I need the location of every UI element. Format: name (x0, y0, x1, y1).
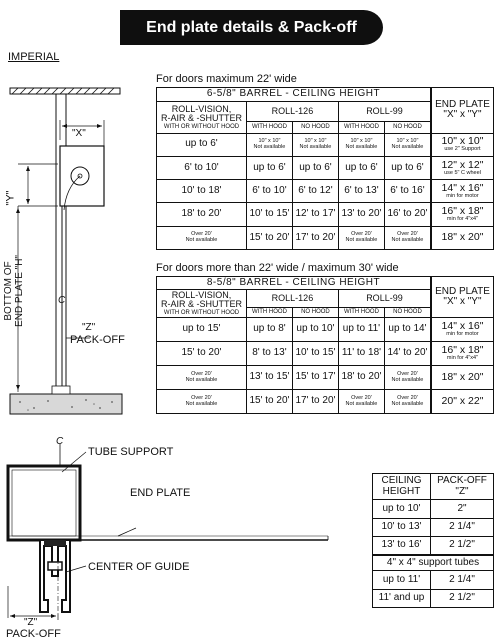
endplate-cell (431, 318, 494, 342)
endplate-header (431, 88, 494, 134)
tube-support-label: TUBE SUPPORT (88, 446, 174, 458)
cell-text-line: Not available (185, 400, 218, 407)
endplate-value: 10" x 10" (441, 135, 484, 148)
packoff-label-top: PACK-OFF (70, 334, 125, 346)
ceiling-height-cell: 11' and up (373, 589, 431, 607)
table-row (157, 203, 494, 226)
table-cell (157, 203, 247, 226)
table-row (157, 133, 494, 156)
endplate-value: 16" x 18" (441, 344, 484, 357)
endplate-value: 18" x 20" (441, 370, 484, 383)
cell-text: up to 6' (299, 161, 332, 173)
table-row (157, 180, 494, 203)
table-cell (292, 156, 338, 179)
endplate-cell (431, 203, 494, 226)
cell-text: up to 14' (388, 323, 427, 335)
endplate-note: min for motor (446, 192, 479, 199)
table-cell (338, 390, 384, 414)
endplate-note: use 5" C wheel (444, 169, 481, 176)
endplate2-l1: END PLATE (435, 285, 490, 297)
table-row (373, 536, 494, 554)
endplate-value: 20" x 22" (441, 394, 484, 407)
cell-text-line: 10" x 10" (350, 137, 373, 144)
table-cell (338, 203, 384, 226)
support-tubes-label: 4" x 4" support tubes (373, 555, 494, 571)
z-label-top: "Z" (82, 322, 96, 333)
h-label-line2: END PLATE "H" (14, 255, 25, 327)
cell-text-line: Over 20' (397, 394, 418, 401)
cell-text-line: Over 20' (191, 231, 212, 238)
table-row (373, 571, 494, 589)
cell-text: up to 6' (253, 161, 286, 173)
cell-text: 18' to 20' (341, 371, 382, 383)
cell-text-line: Over 20' (397, 370, 418, 377)
rv-h3: WITH OR WITHOUT HOOD (163, 123, 240, 130)
cell-text-line: Not available (345, 236, 378, 243)
h-dimension-label (3, 236, 25, 346)
table-cell (292, 203, 338, 226)
cell-text: 10' to 18' (181, 185, 222, 197)
table-cell (292, 366, 338, 390)
r99-with-hood: WITH HOOD (338, 122, 384, 133)
cell-text-line: Over 20' (397, 231, 418, 238)
table-row (157, 390, 494, 414)
table-cell (157, 318, 247, 342)
cell-text: 15' to 20' (249, 395, 290, 407)
ceiling-height-cell: up to 11' (373, 571, 431, 589)
cell-text: 18' to 20' (181, 208, 222, 220)
ceiling-height-cell: up to 10' (373, 500, 431, 518)
packoff-cell: 2 1/2" (431, 589, 494, 607)
table-cell (157, 390, 247, 414)
cell-text: 15' to 20' (249, 231, 290, 243)
endplate-cell (431, 133, 494, 156)
table-cell (292, 318, 338, 342)
table-row (157, 226, 494, 249)
r126-with-hood: WITH HOOD (246, 122, 292, 133)
endplate-header-2 (431, 277, 494, 318)
table-cell (338, 133, 384, 156)
table-cell (384, 342, 431, 366)
table-cell (292, 133, 338, 156)
x-dimension-label: "X" (72, 128, 86, 139)
cell-text: up to 6' (391, 161, 424, 173)
r126-no-hood: NO HOOD (292, 122, 338, 133)
roll126-header: ROLL-126 (246, 102, 338, 122)
table-cell (246, 226, 292, 249)
table-row (157, 318, 494, 342)
cell-text-line: Not available (185, 376, 218, 383)
rv2-h2: R-AIR & -SHUTTER (160, 299, 242, 310)
packoff-label-bottom: PACK-OFF (6, 628, 61, 640)
cell-text: 12' to 17' (295, 208, 336, 220)
r99-no-hood: NO HOOD (384, 122, 431, 133)
h-label-line1: BOTTOM OF (3, 261, 14, 321)
cell-text: 13' to 20' (341, 208, 382, 220)
packoff-cell: 2 1/2" (431, 536, 494, 554)
table-cell (246, 390, 292, 414)
endplate-cell (431, 390, 494, 414)
end-plate-label: END PLATE (130, 487, 191, 499)
cell-text-line: Over 20' (351, 394, 372, 401)
endplate-value: 14" x 16" (441, 181, 484, 194)
packoff-header (431, 474, 494, 500)
endplate-header-l2: "X" x "Y" (443, 109, 482, 121)
y-dimension-label: "Y" (4, 190, 17, 206)
table-cell (157, 156, 247, 179)
packoff-cell: 2 1/4" (431, 518, 494, 536)
cell-text-line: Not available (345, 143, 378, 150)
table2-caption: For doors more than 22' wide / maximum 30' wide (156, 262, 399, 274)
cell-text-line: 10" x 10" (304, 137, 327, 144)
cell-text: 6' to 12' (298, 185, 333, 197)
table-row (373, 589, 494, 607)
cell-text: 6' to 16' (390, 185, 425, 197)
table-row (373, 500, 494, 518)
endplate-note: min for motor (446, 331, 479, 338)
rv2-h1: ROLL-VISION, (171, 289, 232, 300)
table-cell (338, 156, 384, 179)
endplate-cell (431, 156, 494, 179)
center-of-guide-label: CENTER OF GUIDE (88, 561, 190, 573)
cell-text-line: Not available (253, 143, 286, 150)
ceiling-height-cell: 10' to 13' (373, 518, 431, 536)
roll99-header-2: ROLL-99 (338, 290, 431, 308)
cell-text: 10' to 15' (295, 347, 336, 359)
endplate-value: 12" x 12" (441, 158, 484, 171)
cell-text: 6' to 10' (252, 185, 287, 197)
cell-text: 14' to 20' (387, 347, 428, 359)
table-cell (384, 318, 431, 342)
table-cell (384, 390, 431, 414)
cell-text-line: Not available (391, 376, 424, 383)
table-8-5-8-barrel (156, 276, 494, 414)
endplate-cell (431, 180, 494, 203)
ch-h1: CEILING (381, 475, 422, 487)
cell-text: 6' to 13' (344, 185, 379, 197)
centerline-mark-bottom: C (56, 436, 64, 447)
table-cell (338, 366, 384, 390)
table1-caption: For doors maximum 22' wide (156, 73, 297, 85)
table-cell (338, 318, 384, 342)
table-cell (292, 226, 338, 249)
cell-text-line: 10" x 10" (258, 137, 281, 144)
table-cell (384, 156, 431, 179)
table-cell (384, 366, 431, 390)
endplate-value: 14" x 16" (441, 320, 484, 333)
centerline-mark: C (58, 295, 66, 306)
endplate-cell (431, 342, 494, 366)
tube-support-guide-diagram (0, 436, 340, 636)
rollvision-header-2 (157, 290, 247, 318)
packoff-table (372, 473, 494, 608)
table-row (157, 366, 494, 390)
cell-text: 13' to 15' (249, 371, 290, 383)
ch-h2: HEIGHT (382, 485, 421, 497)
cell-text-line: Not available (345, 400, 378, 407)
ceiling-height-cell: 13' to 16' (373, 536, 431, 554)
table-6-5-8-barrel (156, 87, 494, 250)
cell-text: 11' to 18' (341, 347, 382, 359)
cell-text: up to 11' (342, 323, 381, 335)
table-row (157, 342, 494, 366)
table1-barrel-header: 6-5/8" BARREL - CEILING HEIGHT (157, 88, 431, 102)
cell-text-line: Not available (391, 143, 424, 150)
endplate-cell (431, 226, 494, 249)
table-cell (338, 226, 384, 249)
r126-with-hood-2: WITH HOOD (246, 308, 292, 318)
endplate-header-l1: END PLATE (435, 98, 490, 110)
cell-text: 16' to 20' (387, 208, 428, 220)
table-cell (384, 226, 431, 249)
cell-text: up to 8' (253, 323, 286, 335)
cell-text: 10' to 15' (249, 208, 290, 220)
cell-text: up to 6' (185, 138, 218, 150)
r99-no-hood-2: NO HOOD (384, 308, 431, 318)
page-title-text: End plate details & Pack-off (146, 18, 357, 36)
table-cell (246, 180, 292, 203)
endplate-note: min for 4"x4" (446, 216, 479, 223)
table-cell (157, 342, 247, 366)
cell-text: 8' to 13' (252, 347, 287, 359)
r99-with-hood-2: WITH HOOD (338, 308, 384, 318)
table-cell (384, 203, 431, 226)
packoff-rows (373, 500, 494, 555)
table-cell (292, 390, 338, 414)
table-cell (292, 180, 338, 203)
cell-text: 17' to 20' (295, 231, 336, 243)
rv-h1: ROLL-VISION, (171, 103, 232, 114)
cell-text: up to 10' (296, 323, 335, 335)
packoff-cell: 2" (431, 500, 494, 518)
table-cell (246, 342, 292, 366)
table-cell (246, 156, 292, 179)
cell-text: 6' to 10' (184, 161, 219, 173)
cell-text: 17' to 20' (295, 395, 336, 407)
endplate-value: 18" x 20" (441, 231, 484, 244)
cell-text: 15' to 20' (181, 347, 222, 359)
endplate2-l2: "X" x "Y" (443, 296, 482, 307)
rollvision-header (157, 102, 247, 133)
rv-h2: R-AIR & -SHUTTER (160, 113, 242, 124)
table-cell (292, 342, 338, 366)
table-cell (157, 133, 247, 156)
cell-text-line: Over 20' (191, 370, 212, 377)
roll99-header: ROLL-99 (338, 102, 431, 122)
table-cell (384, 180, 431, 203)
table2-body (157, 318, 494, 414)
r126-no-hood-2: NO HOOD (292, 308, 338, 318)
table-cell (338, 342, 384, 366)
table-cell (246, 318, 292, 342)
endplate-value: 16" x 18" (441, 205, 484, 218)
cell-text: 15' to 17' (295, 371, 336, 383)
packoff-rows-support (373, 571, 494, 608)
table-cell (157, 180, 247, 203)
cell-text-line: Not available (391, 236, 424, 243)
table-cell (246, 366, 292, 390)
table-row (157, 156, 494, 179)
cell-text-line: 10" x 10" (396, 137, 419, 144)
table1-body (157, 133, 494, 249)
rv2-h3: WITH OR WITHOUT HOOD (163, 309, 240, 316)
roll126-header-2: ROLL-126 (246, 290, 338, 308)
table-cell (246, 133, 292, 156)
table-cell (384, 133, 431, 156)
z-label-bottom: "Z" (24, 617, 38, 628)
table-cell (157, 366, 247, 390)
endplate-note: min for 4"x4" (446, 355, 479, 362)
table-row (373, 518, 494, 536)
table-cell (157, 226, 247, 249)
cell-text-line: Over 20' (191, 394, 212, 401)
page-title (120, 10, 383, 45)
packoff-cell: 2 1/4" (431, 571, 494, 589)
endplate-cell (431, 366, 494, 390)
cell-text-line: Over 20' (351, 231, 372, 238)
cell-text-line: Not available (391, 400, 424, 407)
cell-text-line: Not available (299, 143, 332, 150)
po-h2: "Z" (455, 485, 469, 497)
ceiling-height-header (373, 474, 431, 500)
table2-barrel-header: 8-5/8" BARREL - CEILING HEIGHT (157, 277, 431, 290)
po-h1: PACK-OFF (437, 475, 487, 487)
cell-text: up to 15' (182, 323, 221, 335)
section-label: IMPERIAL (8, 51, 60, 63)
cell-text-line: Not available (185, 236, 218, 243)
cell-text: up to 6' (345, 161, 378, 173)
endplate-note: use 2" Support (444, 146, 481, 153)
table-cell (246, 203, 292, 226)
table-cell (338, 180, 384, 203)
